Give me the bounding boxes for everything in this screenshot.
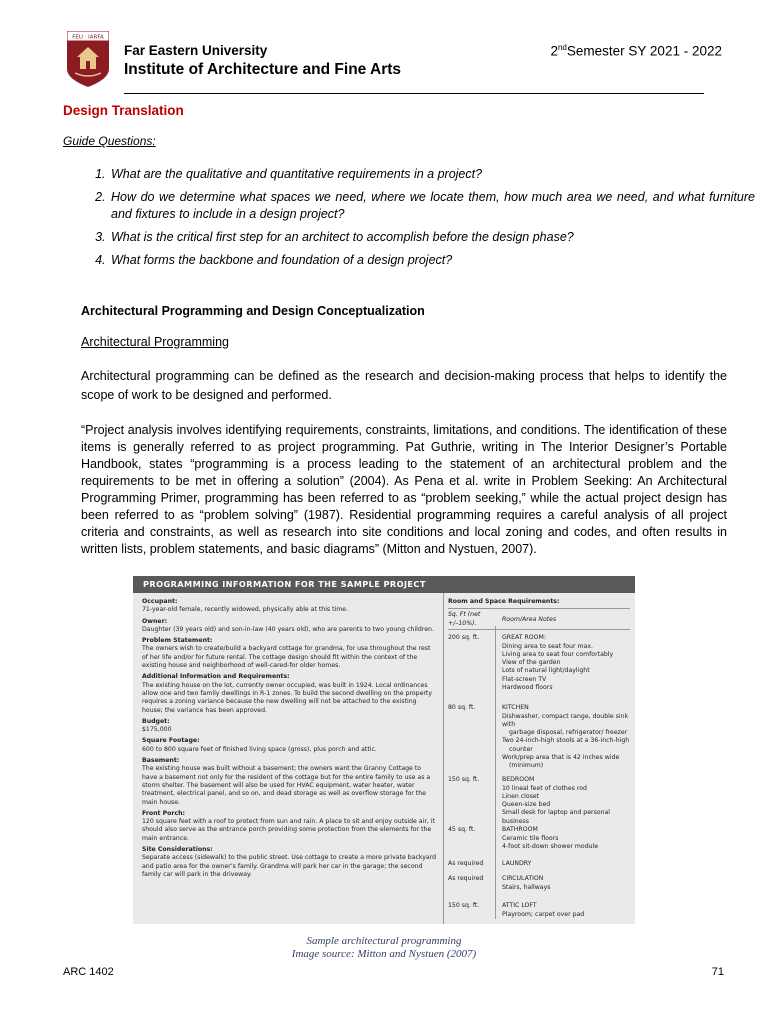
figure-section-text: Daughter (39 years old) and son-in-law (40 years old), who are parents to two young children. [142, 625, 434, 633]
room-note-line: Small desk for laptop and personal business [502, 809, 611, 825]
figure-section-text: The owners wish to create/build a backyard cottage for grandma, for use throughout the rest of her life and/or for future rental. The cottage design should fit within the context of the existing house and neighborhood of well-cared-for older homes. [142, 645, 431, 670]
room-sqft: 45 sq. ft. [448, 826, 476, 834]
university-logo [67, 31, 109, 87]
figure-section-text: The existing house was built without a basement; the owners want the Granny Cottage to have a basement not only for the resident of the cottage but for the entire family to use as a storm shelter. The basement will also be used for HVAC equipment, water heater, water treatment, electrical panel, and so on, and dead storage as well as overflow storage for the main house. [142, 765, 431, 806]
figure-section-heading: Occupant: [142, 598, 178, 605]
main-heading: Architectural Programming and Design Conceptualization [81, 304, 425, 318]
figure-section-heading: Additional Information and Requirements: [142, 673, 290, 681]
room-name: LAUNDRY [502, 860, 532, 868]
logo-text: FEU · IARFA [72, 34, 104, 41]
room-name: KITCHEN [502, 704, 529, 712]
question-item: 4. What forms the backbone and foundation of a design project? [109, 252, 755, 269]
room-note-line: garbage disposal, refrigerator/ freezer [509, 729, 628, 737]
question-item: 2. How do we determine what spaces we need, where we locate them, how much area we need, and what furniture and fixtures to include in a design project? [109, 189, 755, 223]
room-sqft: 150 sq. ft. [448, 776, 480, 784]
figure-section-text: $175,000 [142, 726, 172, 734]
sub-heading: Architectural Programming [81, 335, 229, 349]
semester-label: 2ndSemester SY 2021 - 2022 [550, 43, 722, 59]
figure-section-text: Separate access (sidewalk) to the public street. Use cottage to create a more private backyard and patio area for the owner’s family. Grandma will park her car in the garage; the second family car will park in the driveway. [142, 854, 437, 878]
room-note-line: 4-foot sit-down shower module [502, 842, 599, 850]
room-note-line: View of the garden [502, 659, 561, 667]
room-notes [502, 704, 630, 770]
course-code: ARC 1402 [63, 966, 114, 978]
figure-source: Image source: Mitton and Nystuen (2007) [291, 948, 477, 960]
guide-questions-list [81, 166, 755, 275]
room-note-line: Dining area to seat four max. [502, 642, 593, 650]
page-number: 71 [711, 966, 724, 978]
figure-section-text: 71-year-old female, recently widowed, physically able at this time. [142, 606, 349, 614]
room-sqft: As required [448, 875, 484, 883]
room-col-divider [495, 626, 496, 919]
room-note-line: Stairs, hallways [502, 883, 551, 891]
room-note-line: 10 lineal feet of clothes rod [502, 784, 587, 792]
figure-caption: Sample architectural programming [306, 935, 462, 947]
institute-name: Institute of Architecture and Fine Arts [124, 61, 402, 78]
room-name: BATHROOM [502, 826, 538, 834]
room-name: GREAT ROOM: [502, 634, 546, 642]
figure-section-heading: Problem Statement: [142, 637, 213, 645]
room-notes [502, 634, 630, 692]
room-notes [502, 826, 630, 851]
figure-section-heading: Front Porch: [142, 809, 186, 817]
paragraph-definition: Architectural programming can be defined as the research and decision-making process that helps to identify the scope of work to be designed and performed. [81, 369, 727, 402]
figure-section-heading: Basement: [142, 757, 180, 765]
room-requirements-title: Room and Space Requirements: [448, 598, 630, 609]
guide-questions-label: Guide Questions: [63, 134, 156, 148]
figure-section-heading: Owner: [142, 617, 168, 625]
room-note-line: (minimum) [509, 762, 544, 770]
room-note-line: Dishwasher, compact range, double sink with [502, 712, 629, 728]
room-note-line: counter [509, 745, 533, 753]
figure-section-heading: Square Footage: [142, 737, 200, 745]
figure-left-column [142, 598, 438, 879]
room-sqft: 200 sq. ft. [448, 634, 480, 642]
figure-section-text: 120 square feet with a roof to protect from sun and rain. A place to sit and enjoy outside air, it should also serve as the entrance porch providing some protection from the elements for the main entrance. [142, 818, 435, 842]
room-name: ATTIC LOFT [502, 902, 537, 910]
programming-figure [133, 576, 635, 924]
room-note-line: Queen-size bed [502, 801, 551, 809]
figure-section-text: The existing house on the lot, currently owner occupied, was built in 1924. Local ordinances allow one and two family dwellings in R-1 zones. To build the second dwelling on the property requires a zoning variance because the new dwelling will not be attached to the existing house; the variance has been approved. [142, 681, 433, 714]
figure-section-heading: Budget: [142, 717, 170, 725]
figure-divider [443, 593, 444, 924]
room-notes [502, 875, 630, 892]
question-item: 1. What are the qualitative and quantitative requirements in a project? [109, 166, 755, 183]
university-name: Far Eastern University [124, 43, 268, 58]
room-notes [502, 902, 630, 919]
room-sqft: 150 sq. ft. [448, 902, 480, 910]
figure-section-heading: Site Considerations: [142, 846, 213, 854]
paragraph-quote: “Project analysis involves identifying requirements, constraints, limitations, and conditions. The identification of these items is generally referred to as project programming. Pat Guthrie, writing in The Interior Designer’s Portable Handbook, states “programming is a process leading to the statement of an architectural problem and the requirements to be met in offering a solution” (2004). As Pena et al. write in Problem Seeking: An Architectural Programming Primer, programming has been referred to as “problem seeking,” while the actual project design has been referred to as “problem solving” (1987). Residential programming requires a careful analysis of all project criteria and constraints, as well as research into site conditions and local zoning and codes, and often results in written lists, problem statements, and basic diagrams” (Mitton and Nystuen, 2007). [81, 423, 727, 556]
room-note-line: Ceramic tile floors [502, 834, 559, 842]
room-name: CIRCULATION [502, 875, 544, 883]
figure-right-column [448, 598, 630, 918]
section-title: Design Translation [63, 103, 184, 118]
room-note-line: Work/prep area that is 42 inches wide [502, 754, 620, 762]
header-divider [124, 93, 704, 94]
room-sqft: As required [448, 860, 484, 868]
room-note-line: Two 24-inch-high stools at a 36-inch-high [502, 737, 630, 745]
figure-title: PROGRAMMING INFORMATION FOR THE SAMPLE PROJECT [133, 576, 635, 593]
col-notes-header: Room/Area Notes [502, 616, 557, 624]
room-notes [502, 776, 630, 826]
question-item: 3. What is the critical first step for an architect to accomplish before the design phase? [109, 229, 755, 246]
room-note-line: Lots of natural light/daylight [502, 667, 590, 675]
room-note-line: Linen closet [502, 792, 540, 800]
room-note-line: Flat-screen TV [502, 675, 547, 683]
room-note-line: Living area to seat four comfortably [502, 650, 614, 658]
room-table-header [448, 611, 630, 630]
room-note-line: Playroom; carpet over pad [502, 910, 585, 918]
room-notes [502, 860, 630, 868]
room-note-line: Hardwood floors [502, 684, 553, 692]
figure-section-text: 600 to 800 square feet of finished living space (gross), plus porch and attic. [142, 745, 377, 753]
col-sqft-header: Sq. Ft (net +/–10%). [448, 611, 481, 627]
room-name: BEDROOM [502, 776, 535, 784]
room-sqft: 80 sq. ft. [448, 704, 476, 712]
